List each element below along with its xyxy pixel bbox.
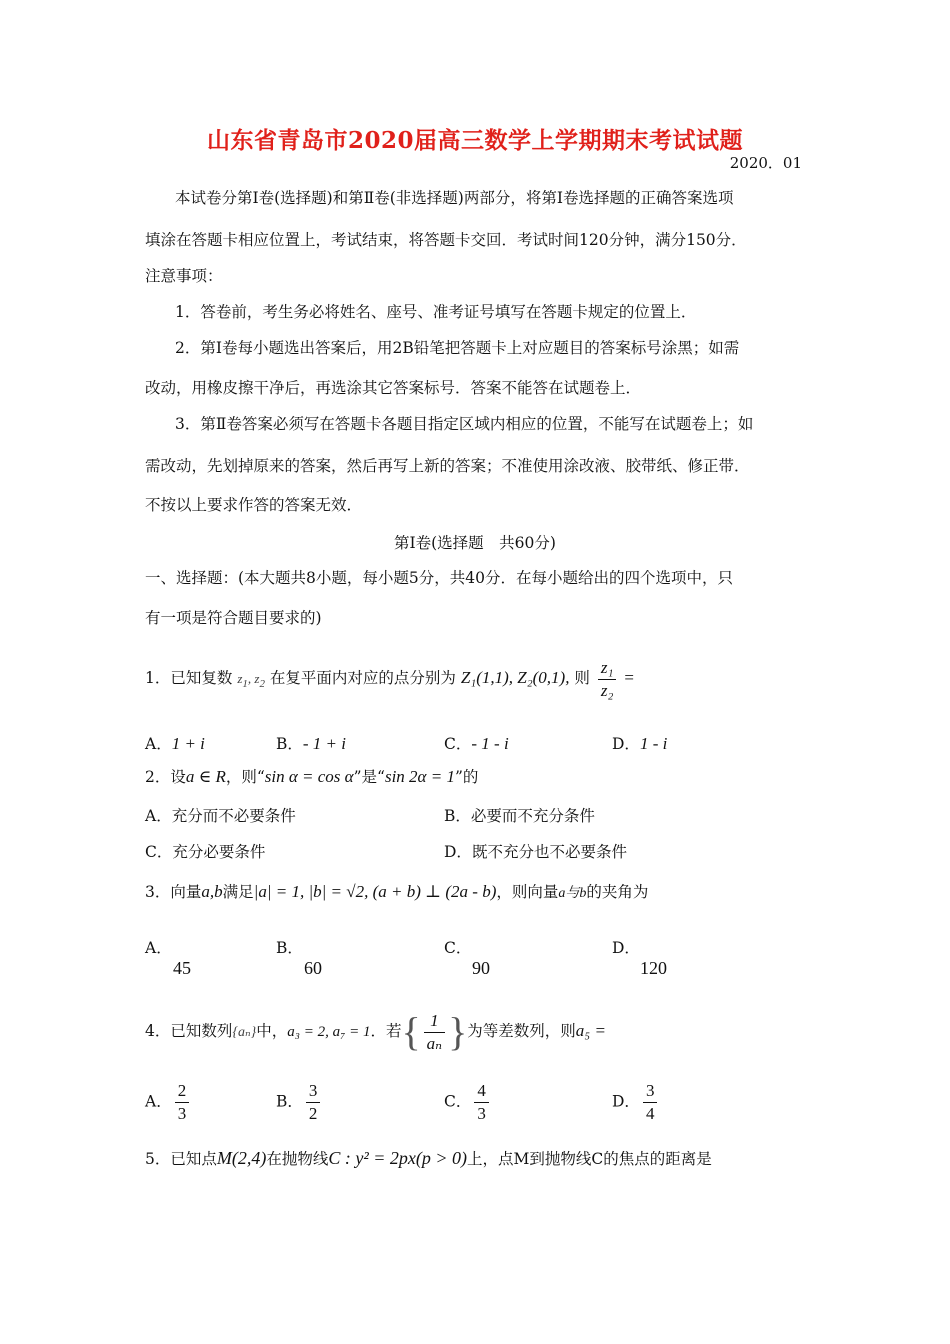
q2-option-c: C．充分必要条件 xyxy=(145,843,266,861)
q3-number: 3．向量 xyxy=(145,883,202,901)
q3-option-c: C． 90 xyxy=(444,939,490,978)
q1-then: 则 xyxy=(574,669,590,687)
notice-item-3c: 不按以上要求作答的答案无效． xyxy=(145,496,363,514)
q5-parabola: C : y² = 2px(p > 0) xyxy=(328,1148,468,1168)
q1-number: 1．已知复数 xyxy=(145,669,233,687)
q1-option-b: B．- 1 + i xyxy=(276,734,346,753)
q4-option-c: C． $\frac{4}{3}$ xyxy=(444,1080,492,1125)
question-2 xyxy=(145,767,478,787)
section-desc-2: 有一项是符合题目要求的) xyxy=(145,609,322,627)
q2-text-2: ”是“ xyxy=(353,768,385,786)
question-3 xyxy=(145,882,648,904)
q2-statement-q: sin 2α = 1 xyxy=(384,767,455,786)
q4-left-brace: { xyxy=(401,1009,421,1054)
q4-text-2: ．若 xyxy=(370,1022,402,1040)
q3-condition: |a| = 1, |b| = √2, (a + b) ⊥ (2a - b) xyxy=(253,882,497,901)
q2-text-3: ”的 xyxy=(454,768,479,786)
q2-condition: a ∈ R xyxy=(185,767,226,786)
q4-text-1: 中， xyxy=(256,1022,288,1040)
q4-option-a: A． $\frac{2}{3}$ xyxy=(145,1080,192,1125)
q2-option-b: B．必要而不充分条件 xyxy=(444,807,595,825)
question-5 xyxy=(145,1148,712,1169)
intro-line-2: 填涂在答题卡相应位置上，考试结束，将答题卡交回．考试时间120分钟，满分150分． xyxy=(145,231,747,249)
exam-date: 2020．01 xyxy=(729,154,802,172)
q3-text-3: 的夹角为 xyxy=(586,883,649,901)
section-desc-1: 一、选择题：(本大题共8小题，每小题5分，共40分．在每小题给出的四个选项中，只 xyxy=(145,569,733,587)
q5-number: 5．已知点 xyxy=(145,1150,217,1168)
q3-option-b: B． 60 xyxy=(276,939,322,978)
q4-condition: a₃ = 2, a₇ = 1 xyxy=(287,1024,371,1040)
q4-sequence: {aₙ} xyxy=(232,1025,257,1040)
q4-text-3: 为等差数列，则 xyxy=(467,1022,576,1040)
notice-item-3a: 3．第Ⅱ卷答案必须写在答题卡各题目指定区域内相应的位置，不能写在试题卷上；如 xyxy=(175,415,754,433)
q2-number: 2．设 xyxy=(145,768,186,786)
intro-line-1: 本试卷分第Ⅰ卷(选择题)和第Ⅱ卷(非选择题)两部分，将第Ⅰ卷选择题的正确答案选项 xyxy=(175,189,734,207)
q2-option-a: A．充分而不必要条件 xyxy=(145,807,296,825)
q3-option-a: A． 45 xyxy=(145,939,191,978)
q1-text: 在复平面内对应的点分别为 xyxy=(269,669,456,687)
q4-number: 4．已知数列 xyxy=(145,1022,233,1040)
q4-target: a₅ = xyxy=(575,1021,606,1040)
q2-text-1: ，则“ xyxy=(225,768,265,786)
q2-option-d: D．既不充分也不必要条件 xyxy=(444,843,627,861)
q5-point: M(2,4) xyxy=(216,1148,267,1168)
q4-option-b: B． $\frac{3}{2}$ xyxy=(276,1080,323,1125)
q1-vars: $z_1$, $z_2$ xyxy=(237,671,265,690)
section-heading: 第Ⅰ卷(选择题 共60分) xyxy=(394,534,556,552)
q3-pair: a与b xyxy=(558,886,587,901)
q2-statement-p: sin α = cos α xyxy=(264,767,354,786)
q1-equals: = xyxy=(624,668,634,687)
question-1 xyxy=(145,656,634,706)
notice-item-1: 1．答卷前，考生务必将姓名、座号、准考证号填写在答题卡规定的位置上． xyxy=(175,303,697,321)
q5-text-1: 在抛物线 xyxy=(266,1150,329,1168)
q3-vars: a,b xyxy=(201,882,223,901)
q4-option-d: D． $\frac{3}{4}$ xyxy=(612,1080,660,1125)
notice-heading: 注意事项： xyxy=(145,267,223,285)
q1-option-c: C．- 1 - i xyxy=(444,734,509,753)
q4-right-brace: } xyxy=(448,1009,468,1054)
notice-item-2b: 改动，用橡皮擦干净后，再选涂其它答案标号．答案不能答在试题卷上． xyxy=(145,379,642,397)
page-title: 山东省青岛市2020届高三数学上学期期末考试试题 xyxy=(206,127,743,154)
q3-option-d: D． 120 xyxy=(612,939,667,978)
q3-text-2: ，则向量 xyxy=(496,883,559,901)
q1-option-a: A．1 + i xyxy=(145,734,205,753)
notice-item-3b: 需改动，先划掉原来的答案，然后再写上新的答案；不准使用涂改液、胶带纸、修正带． xyxy=(145,457,750,475)
q4-fraction: $\frac{1}{\text{aₙ}}$ xyxy=(424,1010,445,1055)
q1-fraction: $\frac{\text{z₁}}{\text{z₂}}$ xyxy=(598,657,617,702)
q5-text-2: 上，点M到抛物线C的焦点的距离是 xyxy=(467,1150,712,1168)
notice-item-2a: 2．第Ⅰ卷每小题选出答案后，用2B铅笔把答题卡上对应题目的答案标号涂黑；如需 xyxy=(175,339,740,357)
q1-option-d: D．1 - i xyxy=(612,734,668,753)
question-4 xyxy=(145,1006,606,1058)
q3-text-1: 满足 xyxy=(222,883,254,901)
q1-points: Z₁(1,1), Z₂(0,1), xyxy=(460,668,570,687)
